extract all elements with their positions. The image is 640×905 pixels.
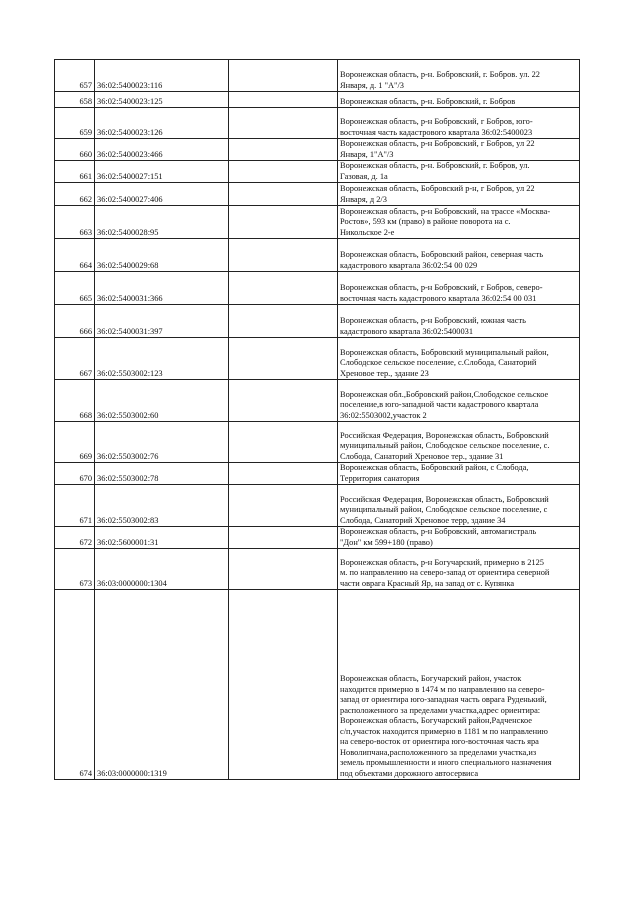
address-line: Хреновое тер., здание 23: [340, 368, 429, 378]
empty-cell: [229, 206, 338, 239]
row-number: 672: [55, 527, 95, 549]
address-line: Воронежская область, р-н Бобровский, южная часть: [340, 316, 526, 325]
table-row: [55, 338, 580, 380]
row-number: 670: [55, 463, 95, 485]
address-cell: [338, 183, 580, 206]
row-number: 669: [55, 422, 95, 463]
row-number: 661: [55, 161, 95, 183]
cadastral-number: 36:02:5400023:125: [95, 92, 229, 108]
table-row: [55, 527, 580, 549]
table-row: [55, 463, 580, 485]
table-row: [55, 206, 580, 239]
address-line: Слободское сельское поселение, с.Слобода, Санаторий: [340, 358, 537, 367]
address-line: м. по направлению на северо-запад от ориентира северной: [340, 568, 550, 577]
address-line: Территория санатория: [340, 473, 420, 483]
cadastral-number: 36:02:5400023:466: [95, 139, 229, 161]
row-number: 673: [55, 549, 95, 590]
empty-cell: [229, 161, 338, 183]
address-line: Воронежская область, р-н. Бобровский, г. Бобров: [340, 96, 516, 106]
cadastral-number: 36:02:5400027:406: [95, 183, 229, 206]
table-row: [55, 183, 580, 206]
address-cell: [338, 60, 580, 92]
empty-cell: [229, 183, 338, 206]
row-number: 657: [55, 60, 95, 92]
cadastral-number: 36:02:5400028:95: [95, 206, 229, 239]
address-line: Слобода, Санаторий Хреновое терр, здание 34: [340, 515, 506, 525]
address-line: с/п,участок находится примерно в 1181 м по направлению: [340, 726, 548, 736]
row-number: 665: [55, 272, 95, 305]
address-cell: [338, 422, 580, 463]
cadastral-number: 36:02:5400023:126: [95, 108, 229, 139]
table-row: [55, 422, 580, 463]
address-line: Новолипчана,расположенного за пределами участка,из: [340, 747, 537, 757]
table-row: [55, 305, 580, 338]
address-line: Воронежская область, р-н Бобровский, г Бобров, ул 22: [340, 139, 535, 148]
register-table: [54, 59, 580, 780]
cadastral-number: 36:02:5400031:397: [95, 305, 229, 338]
address-line: Российская Федерация, Воронежская область, Бобровский: [340, 430, 549, 440]
address-line: восточная часть кадастрового квартала 36:02:5400023: [340, 127, 533, 137]
empty-cell: [229, 549, 338, 590]
register-table-body: [55, 60, 580, 780]
empty-cell: [229, 305, 338, 338]
empty-cell: [229, 139, 338, 161]
address-cell: [338, 305, 580, 338]
address-line: кадастрового квартала 36:02:5400031: [340, 326, 474, 336]
cadastral-number: 36:02:5503002:123: [95, 338, 229, 380]
cadastral-number: 36:02:5503002:78: [95, 463, 229, 485]
address-line: запад от ориентира юго-западная часть оврага Руденький,: [340, 695, 547, 704]
row-number: 664: [55, 239, 95, 272]
address-cell: [338, 206, 580, 239]
table-row: [55, 60, 580, 92]
address-cell: [338, 161, 580, 183]
address-line: поселение,в юго-западной части кадастрового квартала: [340, 400, 539, 409]
address-line: Воронежская область, р-н Бобровский, г Бобров, северо-: [340, 283, 543, 292]
row-number: 668: [55, 380, 95, 422]
address-cell: [338, 338, 580, 380]
empty-cell: [229, 60, 338, 92]
row-number: 660: [55, 139, 95, 161]
row-number: 666: [55, 305, 95, 338]
address-line: "Дон" км 599+180 (право): [340, 537, 433, 547]
table-row: [55, 590, 580, 780]
address-cell: [338, 380, 580, 422]
cadastral-number: 36:02:5503002:60: [95, 380, 229, 422]
row-number: 667: [55, 338, 95, 380]
cadastral-number: 36:02:5503002:83: [95, 485, 229, 527]
table-row: [55, 380, 580, 422]
address-line: Воронежская область, Бобровский район, с Слобода,: [340, 463, 529, 472]
empty-cell: [229, 527, 338, 549]
address-cell: [338, 590, 580, 780]
cadastral-number: 36:02:5400027:151: [95, 161, 229, 183]
table-row: [55, 549, 580, 590]
address-line: муниципальный район, Слободское сельское поселение, с.: [340, 441, 550, 450]
address-line: Воронежская обл.,Бобровский район,Слободское сельское: [340, 389, 549, 399]
address-line: Января, 1"А"/3: [340, 149, 394, 159]
address-line: Воронежская область, р-н Бобровский, автомагистраль: [340, 527, 537, 536]
address-cell: [338, 108, 580, 139]
address-line: восточная часть кадастрового квартала 36:02:54 00 031: [340, 293, 537, 303]
empty-cell: [229, 463, 338, 485]
address-line: Воронежская область, Бобровский муниципальный район,: [340, 347, 549, 357]
address-line: под объектами дорожного автосервиса: [340, 768, 479, 778]
empty-cell: [229, 108, 338, 139]
cadastral-number: 36:02:5503002:76: [95, 422, 229, 463]
address-line: Воронежская область, Бобровский р-н, г Бобров, ул 22: [340, 184, 535, 193]
empty-cell: [229, 422, 338, 463]
address-line: Воронежская область, р-н. Бобровский, г. Бобров. ул. 22: [340, 70, 540, 79]
table-row: [55, 272, 580, 305]
address-line: Воронежская область, р-н Бобровский, на трассе «Москва-: [340, 206, 551, 216]
address-cell: [338, 92, 580, 108]
row-number: 658: [55, 92, 95, 108]
address-line: Воронежская область, Богучарский район,Радченское: [340, 716, 532, 725]
address-line: расположенного за пределами участка,адрес ориентира:: [340, 705, 541, 715]
cadastral-number: 36:03:0000000:1304: [95, 549, 229, 590]
address-cell: [338, 272, 580, 305]
row-number: 671: [55, 485, 95, 527]
address-cell: [338, 239, 580, 272]
address-cell: [338, 527, 580, 549]
address-cell: [338, 549, 580, 590]
empty-cell: [229, 380, 338, 422]
empty-cell: [229, 92, 338, 108]
empty-cell: [229, 338, 338, 380]
cadastral-number: 36:03:0000000:1319: [95, 590, 229, 780]
cadastral-number: 36:02:5600001:31: [95, 527, 229, 549]
empty-cell: [229, 272, 338, 305]
address-line: Воронежская область, Бобровский район, северная часть: [340, 250, 544, 259]
address-line: Воронежская область, р-н Богучарский, примерно в 2125: [340, 557, 544, 567]
address-line: муниципальный район, Слободское сельское поселение, с: [340, 505, 548, 514]
address-line: части оврага Красный Яр, на запад от с. Купянка: [340, 578, 515, 588]
empty-cell: [229, 590, 338, 780]
row-number: 663: [55, 206, 95, 239]
address-line: на северо-восток от ориентира юго-восточная часть яра: [340, 737, 539, 746]
table-row: [55, 239, 580, 272]
address-line: 36:02:5503002,участок 2: [340, 410, 427, 420]
address-line: Воронежская область, р-н. Бобровский, г. Бобров, ул.: [340, 161, 530, 170]
address-line: Января, д. 1 "А"/3: [340, 80, 404, 90]
address-line: Ростов», 593 км (право) в районе поворота на с.: [340, 217, 511, 226]
empty-cell: [229, 239, 338, 272]
address-line: Воронежская область, Богучарский район, участок: [340, 674, 522, 683]
address-line: Января, д 2/3: [340, 194, 387, 204]
address-line: находится примерно в 1474 м по направлению на северо-: [340, 684, 545, 694]
address-line: Газовая, д. 1а: [340, 171, 388, 181]
table-row: [55, 139, 580, 161]
address-cell: [338, 463, 580, 485]
row-number: 662: [55, 183, 95, 206]
address-cell: [338, 139, 580, 161]
address-line: Российская Федерация, Воронежская область, Бобровский: [340, 494, 549, 504]
address-line: земель промышленности и иного специального назначения: [340, 758, 552, 767]
address-line: Слобода, Санаторий Хреновое тер., здание 31: [340, 451, 504, 461]
cadastral-number: 36:02:5400023:116: [95, 60, 229, 92]
empty-cell: [229, 485, 338, 527]
address-line: кадастрового квартала 36:02:54 00 029: [340, 260, 478, 270]
address-line: Никольское 2-е: [340, 227, 395, 237]
row-number: 674: [55, 590, 95, 780]
table-row: [55, 92, 580, 108]
cadastral-number: 36:02:5400031:366: [95, 272, 229, 305]
address-line: Воронежская область, р-н Бобровский, г Бобров, юго-: [340, 117, 533, 126]
row-number: 659: [55, 108, 95, 139]
table-row: [55, 108, 580, 139]
table-row: [55, 161, 580, 183]
cadastral-number: 36:02:5400029:68: [95, 239, 229, 272]
table-row: [55, 485, 580, 527]
address-cell: [338, 485, 580, 527]
